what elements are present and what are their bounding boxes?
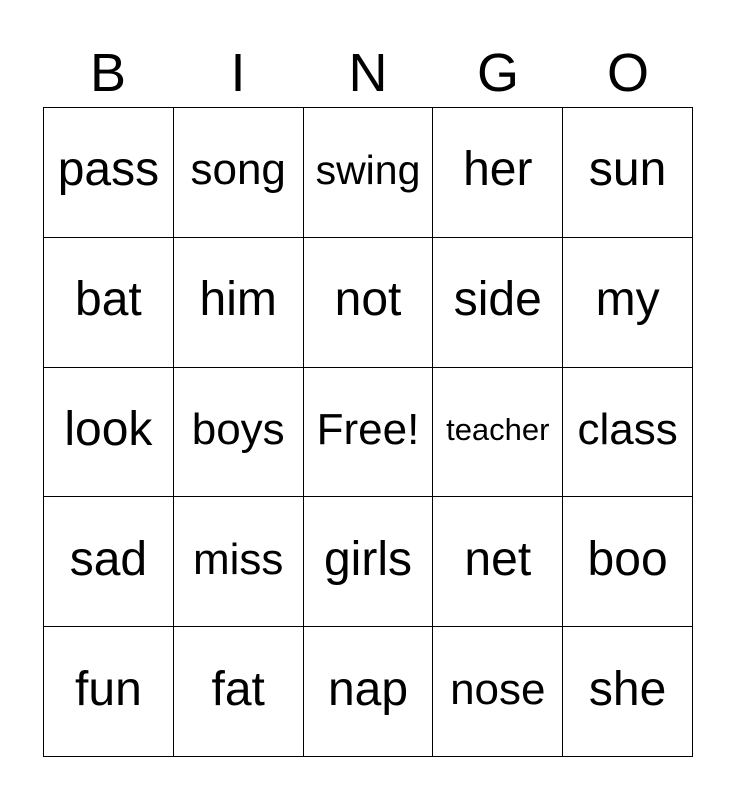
bingo-cell[interactable]: [563, 108, 693, 238]
cell-word: class: [577, 404, 678, 454]
cell-word: him: [199, 273, 277, 327]
bingo-cell[interactable]: [174, 108, 304, 238]
bingo-cell[interactable]: [44, 627, 174, 757]
cell-word: look: [64, 402, 153, 456]
cell-word: miss: [192, 534, 284, 584]
bingo-cell[interactable]: [44, 368, 174, 498]
cell-word: fat: [211, 662, 265, 716]
bingo-cell[interactable]: [563, 627, 693, 757]
bingo-cell[interactable]: [433, 368, 563, 498]
header-letter-g: G: [476, 43, 519, 103]
cell-word: teacher: [446, 412, 550, 448]
bingo-cell[interactable]: [304, 627, 434, 757]
cell-word: bat: [75, 273, 142, 327]
bingo-cell[interactable]: [563, 368, 693, 498]
bingo-cell[interactable]: [174, 238, 304, 368]
cell-word: girls: [323, 532, 412, 586]
bingo-cell[interactable]: [563, 238, 693, 368]
bingo-cell[interactable]: [304, 497, 434, 627]
cell-word: nose: [450, 664, 546, 714]
cell-word: song: [190, 145, 286, 195]
header-letter-b: B: [89, 43, 127, 103]
bingo-cell[interactable]: [304, 238, 434, 368]
bingo-header: [43, 40, 693, 106]
cell-word: sun: [588, 143, 667, 197]
bingo-cell[interactable]: [44, 108, 174, 238]
cell-word: net: [464, 532, 532, 586]
cell-word: she: [588, 662, 667, 716]
cell-word: her: [463, 143, 533, 197]
header-letter-n: N: [348, 43, 388, 103]
bingo-cell[interactable]: [433, 238, 563, 368]
cell-word: my: [595, 273, 660, 327]
cell-word: boo: [587, 532, 668, 586]
bingo-cell[interactable]: [433, 108, 563, 238]
cell-word: sad: [69, 532, 148, 586]
free-space-label: Free!: [316, 404, 420, 454]
cell-word: swing: [315, 146, 421, 193]
bingo-cell[interactable]: [563, 497, 693, 627]
cell-word: fun: [75, 662, 142, 716]
bingo-cell[interactable]: [174, 368, 304, 498]
bingo-cell[interactable]: [174, 497, 304, 627]
free-space-cell[interactable]: [304, 368, 434, 498]
bingo-cell[interactable]: [433, 497, 563, 627]
cell-word: boys: [191, 404, 285, 454]
header-letter-i: I: [230, 43, 246, 103]
bingo-cell[interactable]: [44, 497, 174, 627]
bingo-cell[interactable]: [433, 627, 563, 757]
cell-word: not: [334, 273, 402, 327]
bingo-cell[interactable]: [174, 627, 304, 757]
bingo-board: [43, 107, 693, 757]
bingo-cell[interactable]: [44, 238, 174, 368]
cell-word: nap: [327, 662, 409, 716]
cell-word: pass: [57, 143, 160, 197]
header-letter-o: O: [606, 43, 649, 103]
cell-word: side: [453, 273, 542, 327]
bingo-cell[interactable]: [304, 108, 434, 238]
